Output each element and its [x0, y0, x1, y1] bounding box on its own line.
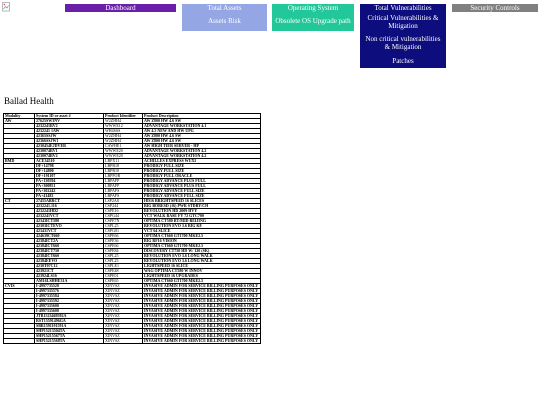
cell-system-id: I-4997335592: [35, 299, 104, 304]
cell-product-identifier: XINVSZ: [104, 334, 143, 339]
cell-system-id: I-4997735528: [35, 284, 104, 289]
column-header-modality: Modality: [4, 114, 35, 119]
cell-system-id: SBR1591191591A: [35, 324, 104, 329]
cell-product-description: WAG OPTIMA CT580 W INNOV: [143, 269, 261, 274]
cell-product-identifier: CSP244: [104, 204, 143, 209]
cell-product-description: OPTIMA CT660 GT1700 MKE2.5: [143, 244, 261, 249]
cell-product-description: INVASIVE ADMIN FOR SERVICE BILLING PURPOSES ONLY: [143, 299, 261, 304]
cell-product-description: OPTIMA CT580 RT/MID BEIJING: [143, 219, 261, 224]
cell-system-id: 42384EEVO: [35, 259, 104, 264]
cell-system-id: PA+302242: [35, 189, 104, 194]
cell-system-id: PA+130594: [35, 179, 104, 184]
cell-system-id: 42366SSJW1: [35, 139, 104, 144]
cell-product-description: PRODIGY ADVANCE PLUS FULL: [143, 184, 261, 189]
cell-product-identifier: CSPL25: [104, 254, 143, 259]
cell-product-description: PRODIGY FULL SIZE: [143, 169, 261, 174]
cell-product-description: OPTIMA CT660 GT1700 MKE2.5: [143, 234, 261, 239]
cell-product-identifier: WWWE20: [104, 154, 143, 159]
cell-product-identifier: XINVSZ: [104, 304, 143, 309]
cell-product-identifier: CSPE7N: [104, 219, 143, 224]
cell-product-identifier: CSPE66: [104, 244, 143, 249]
cell-product-identifier: XINVSZ: [104, 329, 143, 334]
column-header-system-id: System ID or asset #: [35, 114, 104, 119]
cell-product-description: VCT WALK BASE FY 72 GTC700: [143, 214, 261, 219]
broken-image-icon: [2, 2, 11, 12]
cell-product-identifier: LBPX11: [104, 159, 143, 164]
cell-product-description: REVOLUTION EVO 3.6 LONG WALK: [143, 259, 261, 264]
cell-product-description: INVASIVE ADMIN FOR SERVICE BILLING PURPOSES ONLY: [143, 294, 261, 299]
cell-product-description: ADVANTAGE WORKSTATION 4.2: [143, 154, 261, 159]
cell-product-description: ADVANTAGE WORKSTATION 4.1: [143, 124, 261, 129]
cell-product-identifier: WH4SSS: [104, 129, 143, 134]
cell-product-identifier: CSPE84: [104, 249, 143, 254]
cell-system-id: 423431VCT: [35, 229, 104, 234]
cell-product-description: REVOLUTION HD 2009 HVY: [143, 209, 261, 214]
cell-product-identifier: LBPR18: [104, 169, 143, 174]
cell-product-description: INVASIVE ADMIN FOR SERVICE BILLING PURPOSES ONLY: [143, 284, 261, 289]
cell-product-identifier: XINVSZ: [104, 299, 143, 304]
cell-product-identifier: LBPR18: [104, 164, 143, 169]
cell-product-identifier: CSPE01: [104, 274, 143, 279]
organization-name: Ballad Health: [4, 96, 54, 106]
cell-system-id: 42384ICT660: [35, 254, 104, 259]
cell-product-description: AW Z800 HW 4.6 SW: [143, 119, 261, 124]
cell-product-identifier: WWWE20: [104, 149, 143, 154]
cell-system-id: 4232241 1AW: [35, 129, 104, 134]
cell-system-id: 4232241.116: [35, 204, 104, 209]
cell-system-id: 42384ICT2A: [35, 239, 104, 244]
cell-system-id: ACE34510: [35, 159, 104, 164]
cell-product-identifier: LBPAFS: [104, 189, 143, 194]
cell-product-description: INVASIVE ADMIN FOR SERVICE BILLING PURPOSES ONLY: [143, 324, 261, 329]
cell-system-id: I-4997335576: [35, 289, 104, 294]
column-header-product-identifier: Product Identifier: [104, 114, 143, 119]
nav-security-controls[interactable]: Security Controls: [452, 4, 538, 12]
cell-product-description: AW HIGH TIER SERVER - HP: [143, 144, 261, 149]
vulnerabilities-dropdown: [360, 12, 446, 68]
cell-product-identifier: XINVSZ: [104, 314, 143, 319]
cell-product-description: INVASIVE ADMIN FOR SERVICE BILLING PURPOSES ONLY: [143, 314, 261, 319]
cell-product-identifier: W2ZHH4: [104, 134, 143, 139]
cell-product-identifier: WWWE12: [104, 124, 143, 129]
cell-product-description: ACHILLES EXPRESS WUXI: [143, 159, 261, 164]
cell-modality: BMD: [4, 159, 35, 164]
cell-product-identifier: LBPFOR: [104, 174, 143, 179]
cell-product-description: INVASIVE ADMIN FOR SERVICE BILLING PURPOSES ONLY: [143, 339, 261, 344]
cell-product-description: LIGHTSPEED 16 SLICE: [143, 264, 261, 269]
cell-product-description: PRODIGY FULL ORACLE: [143, 174, 261, 179]
cell-product-description: INVASIVE ADMIN FOR SERVICE BILLING PURPOSES ONLY: [143, 304, 261, 309]
cell-system-id: 27455ABRCT: [35, 199, 104, 204]
nav-total-assets[interactable]: Total Assets: [182, 4, 267, 12]
cell-system-id: 42384ICT660: [35, 244, 104, 249]
cell-product-identifier: CSPE65: [104, 279, 143, 284]
cell-system-id: SHP15215567TA: [35, 334, 104, 339]
cell-product-description: REVOLUTION EVO 3.6 RIG K8: [143, 224, 261, 229]
cell-product-description: PRODIGY FULL SIZE: [143, 164, 261, 169]
cell-product-identifier: CAWHE1: [104, 144, 143, 149]
cell-product-identifier: XINVSZ: [104, 319, 143, 324]
cell-product-description: AW 4.5 NEW AND HW UPG: [143, 129, 261, 134]
cell-product-description: OPTIMA CT660 GT1700 MKE2.5: [143, 279, 261, 284]
cell-system-id: SHP15215568TA: [35, 339, 104, 344]
table-row: [4, 339, 261, 344]
cell-system-id: 42303ICTEVO: [35, 224, 104, 229]
cell-system-id: 42343ICT580: [35, 219, 104, 224]
column-header-product-description: Product Description: [143, 114, 261, 119]
cell-system-id: I-4997335608: [35, 309, 104, 314]
cell-system-id: 4232241RV2: [35, 124, 104, 129]
cell-system-id: JTR1523469592A: [35, 314, 104, 319]
menu-item-assets-risk[interactable]: Assets Risk: [182, 12, 267, 31]
cell-system-id: 4230074RV2: [35, 154, 104, 159]
cell-system-id: PA+300851: [35, 184, 104, 189]
cell-product-description: ADVANTAGE WORKSTATION 4.2: [143, 149, 261, 154]
asset-table: [3, 113, 261, 344]
cell-system-id: I-4997335600: [35, 304, 104, 309]
cell-product-identifier: CSPL25: [104, 224, 143, 229]
cell-product-description: INVASIVE ADMIN FOR SERVICE BILLING PURPOSES ONLY: [143, 329, 261, 334]
cell-product-identifier: LSP2A8: [104, 199, 143, 204]
cell-product-description: PRODIGY ADVANCE FULL SIZE: [143, 194, 261, 199]
cell-system-id: 423921CT: [35, 269, 104, 274]
cell-modality: CT: [4, 199, 35, 204]
cell-product-identifier: XINVSZ: [104, 284, 143, 289]
cell-product-identifier: XINVSZ: [104, 309, 143, 314]
cell-modality: [4, 339, 35, 344]
cell-product-identifier: CSPE36: [104, 239, 143, 244]
cell-product-identifier: CSPLE1: [104, 264, 143, 269]
cell-product-identifier: CSPE48: [104, 269, 143, 274]
cell-product-description: INVASIVE ADMIN FOR SERVICE BILLING PURPOSES ONLY: [143, 289, 261, 294]
cell-product-identifier: CSPE66: [104, 234, 143, 239]
menu-item-critical-vulnerabilities[interactable]: Critical Vulnerabilities & Mitigation: [367, 14, 439, 30]
cell-product-description: INVASIVE ADMIN FOR SERVICE BILLING PURPOSES ONLY: [143, 334, 261, 339]
cell-system-id: 423924LS16: [35, 274, 104, 279]
cell-product-description: AW Z800 HW 4.6 SW: [143, 134, 261, 139]
cell-system-id: DF+191107: [35, 174, 104, 179]
cell-product-identifier: CSPG44: [104, 214, 143, 219]
cell-system-id: DF+14798: [35, 164, 104, 169]
nav-operating-system[interactable]: Operating System: [272, 4, 354, 12]
cell-system-id: 4230074RV1: [35, 149, 104, 154]
menu-item-patches[interactable]: Patches: [392, 57, 414, 65]
cell-product-description: REVOLUTION EVO 3.6 LONG WALK: [143, 254, 261, 259]
cell-product-description: HD16 BRIGHTSPEED 16 SLICES: [143, 199, 261, 204]
cell-system-id: I-4997335584: [35, 294, 104, 299]
cell-product-description: VCT 64 SLICE: [143, 229, 261, 234]
cell-product-identifier: CSPE16: [104, 209, 143, 214]
cell-system-id: 4230454EJDVER: [35, 144, 104, 149]
nav-dashboard[interactable]: Dashboard: [65, 4, 176, 12]
cell-system-id: DF+14800: [35, 169, 104, 174]
cell-product-identifier: LBPAFP: [104, 184, 143, 189]
cell-product-description: BIG RF16 VISION: [143, 239, 261, 244]
cell-product-identifier: W2ZHH4: [104, 139, 143, 144]
cell-product-identifier: XINVSZ: [104, 339, 143, 344]
cell-system-id: 4232241VCT: [35, 214, 104, 219]
cell-product-description: PRODIGY ADVANCE PLUS FULL: [143, 179, 261, 184]
cell-product-identifier: XINVSZ: [104, 289, 143, 294]
cell-modality: AW: [4, 119, 35, 124]
cell-system-id: PA+41482: [35, 194, 104, 199]
cell-product-description: PRODIGY ADVANCE FULL SIZE: [143, 189, 261, 194]
cell-product-identifier: W2ZHH4: [104, 119, 143, 124]
cell-product-description: AW Z800 HW 4.6 SW: [143, 139, 261, 144]
cell-system-id: 4230T07C12: [35, 264, 104, 269]
cell-system-id: 42365SSJW: [35, 134, 104, 139]
cell-product-identifier: LBPAFS: [104, 194, 143, 199]
cell-system-id: 42384ICT750: [35, 249, 104, 254]
cell-system-id: SHP15213504TA: [35, 329, 104, 334]
table-body: [4, 119, 261, 344]
cell-system-id: 424639CT660: [35, 234, 104, 239]
cell-product-description: BIG BORESD (16) PWR STDBY/CH: [143, 204, 261, 209]
cell-product-identifier: CSPG01: [104, 229, 143, 234]
cell-product-description: INVASIVE ADMIN FOR SERVICE BILLING PURPOSES ONLY: [143, 319, 261, 324]
cell-product-description: INVASIVE ADMIN FOR SERVICE BILLING PURPOSES ONLY: [143, 309, 261, 314]
menu-item-noncritical-vulnerabilities[interactable]: Non critical vulnerabilities & Mitigation: [365, 35, 441, 51]
cell-product-description: DISCOVERY CT750 HD W/ 120 (SK): [143, 249, 261, 254]
cell-product-identifier: XINVSZ: [104, 294, 143, 299]
cell-product-identifier: XINVSZ: [104, 324, 143, 329]
menu-item-obsolete-os[interactable]: Obsolete OS Upgrade path: [272, 12, 354, 31]
cell-product-description: LIGHTSPEED 16 UPGRADES: [143, 274, 261, 279]
cell-product-identifier: LBPAFP: [104, 179, 143, 184]
cell-system-id: AM16LSHHE31A: [35, 279, 104, 284]
cell-system-id: 27625SW3NV: [35, 119, 104, 124]
cell-product-identifier: CSPL25: [104, 259, 143, 264]
nav-total-vulnerabilities[interactable]: Total Vulnerabilities: [360, 4, 446, 12]
cell-system-id: RST15591496GA: [35, 319, 104, 324]
cell-modality: CVIS: [4, 284, 35, 289]
cell-system-id: 4232241HD2: [35, 209, 104, 214]
